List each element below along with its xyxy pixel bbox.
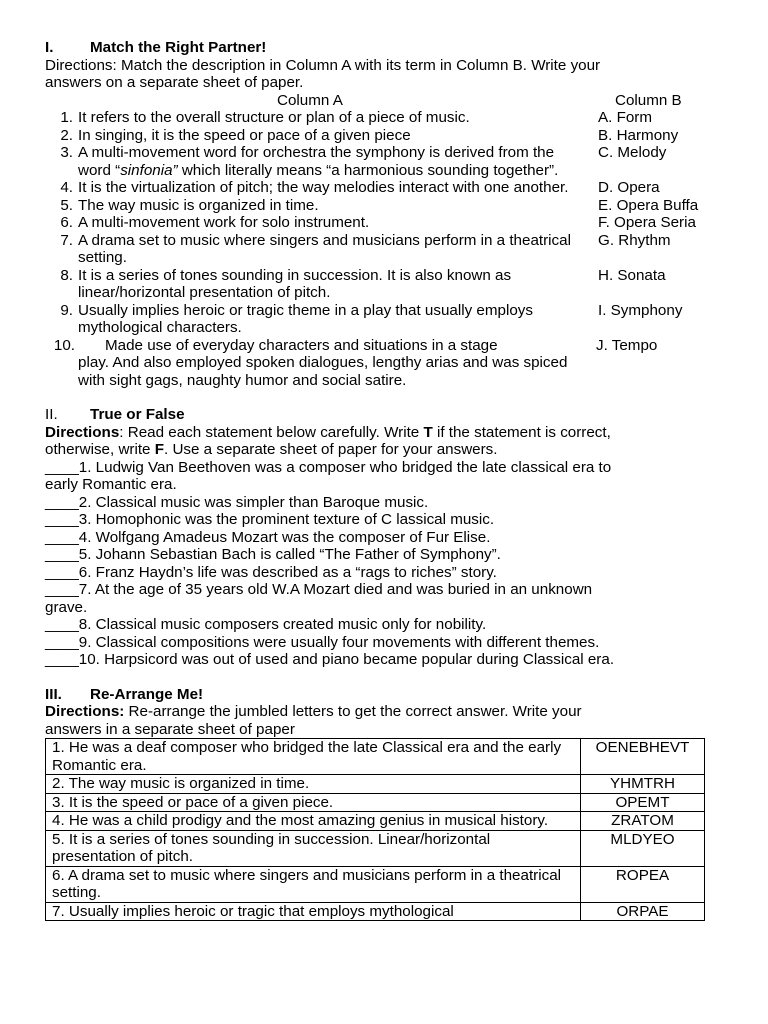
- section3-heading: [45, 686, 705, 704]
- match-item-term: H. Sonata: [598, 266, 666, 284]
- match-item-number: 3.: [60, 144, 73, 161]
- section2-heading: [45, 406, 705, 424]
- table-row: [46, 775, 705, 794]
- true-false-line: ____7. At the age of 35 years old W.A Mozart died and was buried in an unknown: [45, 581, 593, 598]
- match-item-description-part: play. And also employed spoken dialogues, lengthy arias and was spiced with sight gags, naughty humor and social satire.: [78, 354, 568, 389]
- match-item-term: G. Rhythm: [598, 231, 671, 249]
- true-false-line: ____2. Classical music was simpler than Baroque music.: [45, 493, 429, 511]
- clue-cell: 4. He was a child prodigy and the most amazing genius in musical history.: [46, 812, 581, 831]
- section3-title: Re-Arrange Me!: [90, 685, 204, 703]
- true-false-line: ____8. Classical music composers created music only for nobility.: [45, 616, 487, 633]
- true-false-line: grave.: [45, 598, 88, 616]
- clue-cell: 3. It is the speed or pace of a given piece.: [46, 793, 581, 812]
- section2-number: II.: [45, 406, 58, 423]
- section1-number: I.: [45, 39, 54, 56]
- directions-text: if the statement is correct,: [432, 423, 611, 441]
- clue-cell: 2. The way music is organized in time.: [46, 775, 581, 794]
- section1-directions-line2: answers on a separate sheet of paper.: [45, 74, 304, 91]
- match-item-italic-term: sinfonia”: [120, 161, 178, 179]
- true-false-line: ____4. Wolfgang Amadeus Mozart was the composer of Fur Elise.: [45, 528, 491, 546]
- match-item: [45, 302, 705, 337]
- true-false-line: ____1. Ludwig Van Beethoven was a composer who bridged the late classical era to: [45, 458, 612, 476]
- match-item-description: Usually implies heroic or tragic theme in a play that usually employs mythological characters.: [78, 301, 533, 336]
- clue-cell: 1. He was a deaf composer who bridged the late Classical era and the early Romantic era.: [46, 739, 581, 775]
- section2-directions-line2: [45, 441, 705, 459]
- table-row: [46, 812, 705, 831]
- match-item-description-part: which literally means “a harmonious sounding together”.: [177, 161, 559, 179]
- section2-directions-line1: [45, 424, 705, 442]
- jumble-cell: OENEBHEVT: [581, 739, 705, 775]
- rearrange-table: [45, 738, 705, 921]
- match-item-number: 4.: [60, 179, 73, 196]
- match-item-term: A. Form: [598, 109, 653, 126]
- table-row: [46, 866, 705, 902]
- table-row: [46, 793, 705, 812]
- table-row: [46, 739, 705, 775]
- clue-cell: 6. A drama set to music where singers and musicians perform in a theatrical setting.: [46, 866, 581, 902]
- match-item-term: F. Opera Seria: [598, 214, 696, 231]
- directions-text: Re-arrange the jumbled letters to get the correct answer. Write your: [124, 703, 582, 720]
- match-item-description: [75, 337, 578, 390]
- match-item-description: In singing, it is the speed or pace of a given piece: [78, 126, 411, 144]
- match-item-description: It refers to the overall structure or plan of a piece of music.: [78, 109, 470, 126]
- section1-heading: [45, 39, 705, 57]
- clue-cell: 7. Usually implies heroic or tragic that employs mythological: [46, 902, 581, 921]
- match-item-term: C. Melody: [598, 144, 667, 161]
- table-row: [46, 830, 705, 866]
- match-item-description: [73, 144, 580, 179]
- match-item-number: 8.: [60, 266, 73, 284]
- match-item: [45, 267, 705, 302]
- section3-directions-line2: answers in a separate sheet of paper: [45, 720, 295, 738]
- match-item-number: 6.: [60, 214, 73, 231]
- directions-text: . Use a separate sheet of paper for your answers.: [164, 441, 498, 458]
- column-b-header: Column B: [615, 91, 682, 109]
- match-item-term: D. Opera: [598, 179, 660, 196]
- match-item-description-part: A multi-movement word for orchestra the symphony is derived from the word “: [78, 144, 555, 179]
- match-item-term: I. Symphony: [598, 301, 683, 319]
- match-item-description: It is the virtualization of pitch; the way melodies interact with one another.: [78, 179, 569, 196]
- true-letter: T: [423, 423, 433, 441]
- jumble-cell: ORPAE: [581, 902, 705, 921]
- true-false-line: ____10. Harpsicord was out of used and piano became popular during Classical era.: [45, 651, 615, 668]
- jumble-cell: ZRATOM: [581, 812, 705, 831]
- section3-number: III.: [45, 685, 62, 703]
- match-item-number: 2.: [60, 126, 73, 144]
- match-item: [45, 232, 705, 267]
- match-item-description: The way music is organized in time.: [78, 196, 319, 214]
- jumble-cell: OPEMT: [581, 793, 705, 812]
- match-item-term: B. Harmony: [598, 126, 679, 144]
- jumble-cell: MLDYEO: [581, 830, 705, 866]
- section1-directions-line1: Directions: Match the description in Column A with its term in Column B. Write your: [45, 56, 601, 74]
- section1-title: Match the Right Partner!: [90, 39, 267, 56]
- match-item-description: It is a series of tones sounding in succession. It is also known as linear/horizontal presentation of pitch.: [78, 266, 512, 301]
- match-item: [45, 337, 705, 390]
- match-item-number: 9.: [60, 301, 73, 319]
- match-item-description: A multi-movement work for solo instrument.: [78, 214, 370, 231]
- match-item-term: J. Tempo: [596, 336, 658, 354]
- clue-cell: 5. It is a series of tones sounding in succession. Linear/horizontal presentation of pitch.: [46, 830, 581, 866]
- true-false-line: early Romantic era.: [45, 476, 177, 493]
- match-item: [45, 127, 705, 145]
- directions-label: Directions:: [45, 703, 125, 720]
- match-item: [45, 109, 705, 127]
- false-letter: F: [154, 441, 165, 458]
- section3-directions-line1: [45, 703, 705, 721]
- true-false-line: ____5. Johann Sebastian Bach is called “The Father of Symphony”.: [45, 546, 501, 563]
- match-item-number: 1.: [60, 109, 73, 126]
- match-item: [45, 197, 705, 215]
- match-item-number: 5.: [60, 196, 73, 214]
- match-item-description-part: Made use of everyday characters and situations in a stage: [105, 336, 498, 354]
- true-false-line: ____3. Homophonic was the prominent texture of C lassical music.: [45, 511, 495, 528]
- match-item: [45, 214, 705, 232]
- directions-label: Directions: [45, 423, 120, 441]
- column-a-header: Column A: [277, 91, 343, 109]
- column-headers: [45, 92, 705, 110]
- match-item-description: A drama set to music where singers and musicians perform in a theatrical setting.: [78, 231, 571, 266]
- match-item-number: 10.: [53, 336, 75, 354]
- match-item: [45, 179, 705, 197]
- directions-text: : Read each statement below carefully. Write: [119, 423, 424, 441]
- match-item-number: 7.: [60, 231, 73, 249]
- directions-text: otherwise, write: [45, 441, 155, 458]
- true-false-line: ____9. Classical compositions were usually four movements with different themes.: [45, 633, 600, 651]
- match-item: [45, 144, 705, 179]
- jumble-cell: YHMTRH: [581, 775, 705, 794]
- jumble-cell: ROPEA: [581, 866, 705, 902]
- section2-title: True or False: [90, 406, 185, 423]
- table-row: [46, 902, 705, 921]
- match-item-term: E. Opera Buffa: [598, 196, 699, 214]
- true-false-line: ____6. Franz Haydn’s life was described as a “rags to riches” story.: [45, 563, 497, 581]
